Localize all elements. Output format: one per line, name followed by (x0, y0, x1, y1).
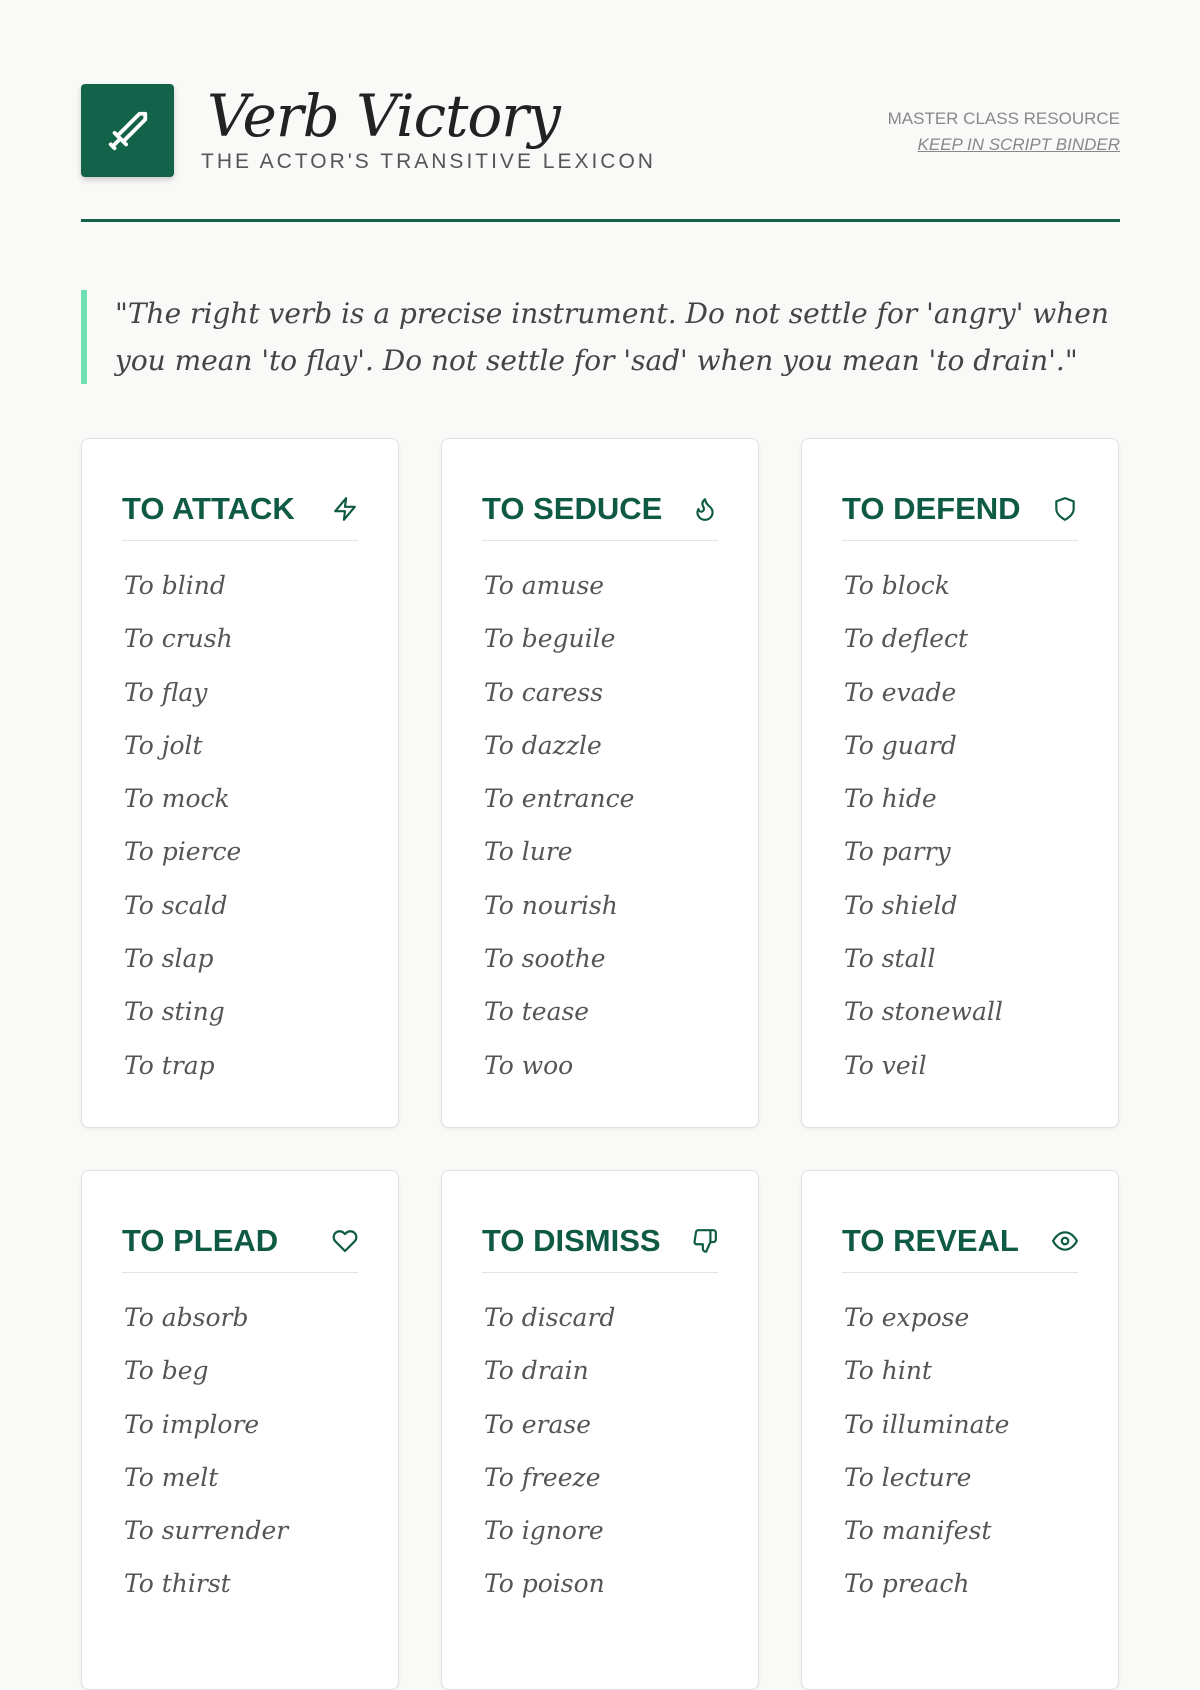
page-subtitle: THE ACTOR'S TRANSITIVE LEXICON (201, 150, 656, 173)
verb-item: To sting (124, 997, 225, 1027)
resource-meta (888, 106, 1120, 158)
card-header (122, 439, 358, 541)
verb-item: To dazzle (484, 730, 602, 760)
sword-icon (105, 108, 151, 154)
verb-item: To block (844, 571, 950, 600)
verb-item: To entrance (484, 784, 635, 814)
verb-item: To expose (844, 1303, 970, 1332)
verb-item: To deflect (844, 624, 969, 654)
verb-item: To shield (844, 890, 958, 920)
verb-item: To nourish (484, 890, 618, 920)
verb-item: To soothe (484, 944, 606, 974)
verb-item: To surrender (124, 1516, 289, 1546)
page-header (81, 84, 1120, 224)
verb-list (482, 1273, 718, 1611)
page-title: Verb Victory (207, 82, 560, 150)
card-header (842, 439, 1078, 541)
verb-item: To implore (124, 1409, 260, 1439)
verb-item: To manifest (844, 1516, 992, 1546)
verb-item: To beg (124, 1356, 209, 1386)
verb-item: To flay (124, 677, 208, 707)
verb-item: To amuse (484, 571, 605, 600)
logo (81, 84, 174, 177)
card-title: TO SEDUCE (482, 491, 663, 526)
verb-item: To lure (484, 837, 573, 867)
verb-item: To erase (484, 1409, 592, 1439)
category-card-to-attack (81, 438, 399, 1128)
header-divider (81, 219, 1120, 222)
meta-link[interactable]: KEEP IN SCRIPT BINDER (917, 135, 1120, 154)
verb-item: To discard (484, 1303, 616, 1332)
category-card-to-defend (801, 438, 1119, 1128)
verb-item: To illuminate (844, 1409, 1010, 1439)
verb-item: To preach (844, 1569, 970, 1599)
verb-item: To parry (844, 837, 951, 867)
verb-item: To guard (844, 730, 957, 760)
verb-item: To slap (124, 944, 214, 974)
lightning-icon (332, 496, 358, 522)
card-title: TO PLEAD (122, 1223, 279, 1258)
card-title: TO DISMISS (482, 1223, 661, 1258)
meta-label: MASTER CLASS RESOURCE (887, 109, 1120, 128)
verb-item: To evade (844, 677, 957, 707)
card-title: TO DEFEND (842, 491, 1021, 526)
verb-item: To hide (844, 784, 937, 814)
verb-item: To blind (124, 571, 226, 600)
verb-item: To veil (844, 1050, 927, 1080)
verb-item: To lecture (844, 1462, 972, 1492)
verb-item: To ignore (484, 1516, 604, 1546)
card-header (482, 439, 718, 541)
verb-item: To melt (124, 1462, 219, 1492)
verb-item: To stall (844, 944, 936, 974)
verb-list (122, 541, 358, 1092)
verb-item: To absorb (124, 1303, 249, 1332)
card-header (122, 1171, 358, 1273)
verb-item: To freeze (484, 1462, 601, 1492)
verb-item: To hint (844, 1356, 932, 1386)
verb-item: To trap (124, 1050, 215, 1080)
verb-item: To caress (484, 677, 604, 707)
flame-icon (692, 496, 718, 522)
verb-item: To beguile (484, 624, 616, 654)
verb-list (482, 541, 718, 1092)
card-title: TO REVEAL (842, 1223, 1019, 1258)
verb-item: To scald (124, 890, 228, 920)
verb-item: To pierce (124, 837, 242, 867)
verb-item: To stonewall (844, 997, 1003, 1027)
eye-icon (1052, 1228, 1078, 1254)
card-header (482, 1171, 718, 1273)
category-card-to-reveal (801, 1170, 1119, 1690)
verb-list (122, 1273, 358, 1611)
verb-item: To woo (484, 1050, 574, 1080)
heart-icon (332, 1228, 358, 1254)
verb-item: To jolt (124, 730, 203, 760)
category-card-to-plead (81, 1170, 399, 1690)
thumbs-down-icon (692, 1228, 718, 1254)
category-card-to-dismiss (441, 1170, 759, 1690)
verb-list (842, 541, 1078, 1092)
card-header (842, 1171, 1078, 1273)
shield-icon (1052, 496, 1078, 522)
verb-item: To poison (484, 1569, 605, 1599)
card-title: TO ATTACK (122, 491, 295, 526)
verb-list (842, 1273, 1078, 1611)
verb-item: To tease (484, 997, 590, 1027)
verb-item: To mock (124, 784, 230, 814)
verb-item: To thirst (124, 1569, 231, 1599)
category-card-to-seduce (441, 438, 759, 1128)
pull-quote: "The right verb is a precise instrument. Do not settle for 'angry' when you mean 'to flay'. Do not settle for 'sad' when you mean 'to drain'." (81, 290, 1120, 384)
verb-item: To crush (124, 624, 233, 654)
verb-item: To drain (484, 1356, 589, 1386)
